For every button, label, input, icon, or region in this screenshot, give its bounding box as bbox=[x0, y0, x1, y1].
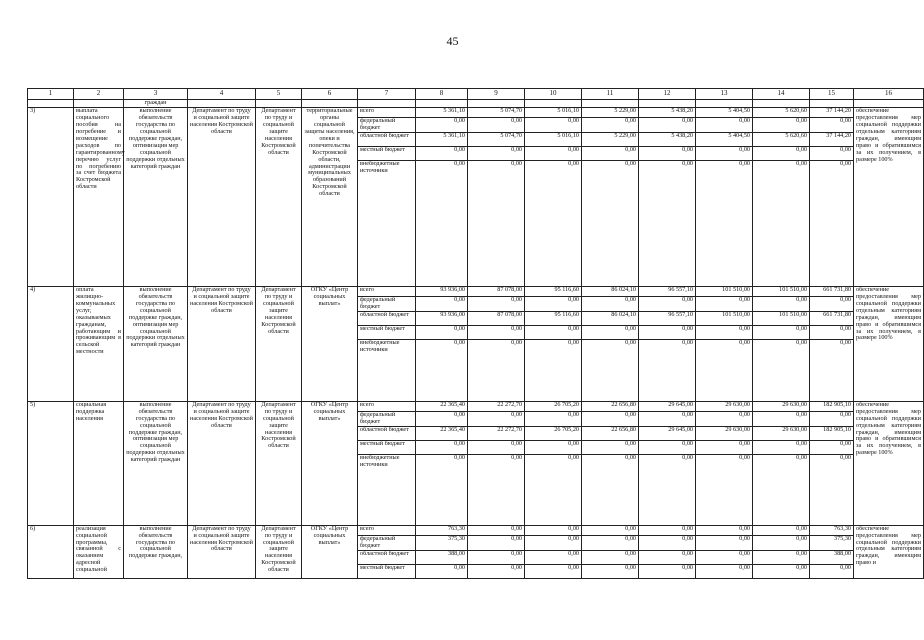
amount-cell: 0,00 bbox=[582, 339, 639, 401]
amount-cell: 0,00 bbox=[753, 535, 810, 550]
amount-cell: 0,00 bbox=[753, 440, 810, 454]
amount-cell: 0,00 bbox=[468, 550, 525, 564]
amount-cell: 0,00 bbox=[810, 325, 854, 339]
amount-cell: 0,00 bbox=[416, 325, 468, 339]
amount-cell: 0,00 bbox=[696, 325, 753, 339]
amount-cell: 87 078,00 bbox=[468, 311, 525, 325]
amount-cell: 93 936,00 bbox=[416, 286, 468, 296]
funding-source: федеральный бюджет bbox=[358, 535, 416, 550]
task-description: выполнение обязательств государства по социальной поддержке граждан, bbox=[124, 525, 188, 578]
amount-cell: 0,00 bbox=[582, 454, 639, 525]
amount-cell: 0,00 bbox=[639, 550, 696, 564]
amount-cell: 0,00 bbox=[810, 296, 854, 311]
amount-cell: 5 074,70 bbox=[468, 132, 525, 146]
funding-source: областной бюджет bbox=[358, 311, 416, 325]
column-header: 11 bbox=[582, 89, 639, 100]
amount-cell: 0,00 bbox=[416, 339, 468, 401]
table-row bbox=[28, 525, 924, 535]
amount-cell: 0,00 bbox=[416, 454, 468, 525]
amount-cell: 22 365,40 bbox=[416, 426, 468, 440]
amount-cell: 0,00 bbox=[753, 525, 810, 535]
amount-cell: 0,00 bbox=[468, 535, 525, 550]
amount-cell: 0,00 bbox=[696, 454, 753, 525]
amount-cell: 0,00 bbox=[468, 454, 525, 525]
item-number: 4) bbox=[28, 286, 74, 401]
funding-source: областной бюджет bbox=[358, 426, 416, 440]
amount-cell: 0,00 bbox=[525, 118, 582, 133]
co-executor: ОГКУ «Центр социальных выплат» bbox=[302, 286, 358, 401]
amount-cell: 5 620,60 bbox=[753, 108, 810, 118]
column-header: 8 bbox=[416, 89, 468, 100]
amount-cell: 0,00 bbox=[753, 325, 810, 339]
amount-cell: 0,00 bbox=[810, 411, 854, 426]
amount-cell: 0,00 bbox=[525, 535, 582, 550]
amount-cell: 0,00 bbox=[582, 525, 639, 535]
funding-source: федеральный бюджет bbox=[358, 118, 416, 133]
continuation-text: граждан bbox=[124, 100, 188, 108]
amount-cell: 0,00 bbox=[696, 411, 753, 426]
amount-cell: 0,00 bbox=[525, 440, 582, 454]
amount-cell: 0,00 bbox=[696, 339, 753, 401]
amount-cell: 0,00 bbox=[525, 550, 582, 564]
amount-cell: 101 510,00 bbox=[696, 286, 753, 296]
amount-cell: 0,00 bbox=[639, 325, 696, 339]
amount-cell: 0,00 bbox=[416, 146, 468, 160]
amount-cell: 5 229,00 bbox=[582, 108, 639, 118]
amount-cell: 0,00 bbox=[416, 564, 468, 578]
amount-cell: 661 731,80 bbox=[810, 311, 854, 325]
amount-cell: 0,00 bbox=[753, 118, 810, 133]
amount-cell: 37 144,20 bbox=[810, 132, 854, 146]
amount-cell: 0,00 bbox=[468, 325, 525, 339]
amount-cell: 0,00 bbox=[468, 296, 525, 311]
amount-cell: 0,00 bbox=[696, 564, 753, 578]
amount-cell: 5 404,50 bbox=[696, 132, 753, 146]
amount-cell: 0,00 bbox=[810, 118, 854, 133]
amount-cell: 0,00 bbox=[582, 550, 639, 564]
amount-cell: 95 116,60 bbox=[525, 286, 582, 296]
amount-cell: 0,00 bbox=[639, 411, 696, 426]
expected-result: обеспечение предоставления мер социальной поддержки отдельным категориям граждан, имеющим право и обратившимся за их получением, в размере 100% bbox=[854, 401, 924, 525]
amount-cell: 22 656,80 bbox=[582, 401, 639, 411]
expected-result: обеспечение предоставления мер социальной поддержки отдельным категориям граждан, имеющим право и обратившимся за их получением, в размере 100% bbox=[854, 286, 924, 401]
column-header: 6 bbox=[302, 89, 358, 100]
amount-cell: 0,00 bbox=[468, 146, 525, 160]
amount-cell: 0,00 bbox=[525, 146, 582, 160]
amount-cell: 388,00 bbox=[810, 550, 854, 564]
amount-cell: 29 630,00 bbox=[753, 426, 810, 440]
amount-cell: 0,00 bbox=[810, 454, 854, 525]
amount-cell: 0,00 bbox=[696, 146, 753, 160]
amount-cell: 0,00 bbox=[696, 160, 753, 286]
amount-cell: 661 731,80 bbox=[810, 286, 854, 296]
amount-cell: 0,00 bbox=[810, 146, 854, 160]
funding-source: всего bbox=[358, 108, 416, 118]
amount-cell: 0,00 bbox=[753, 454, 810, 525]
amount-cell: 22 365,40 bbox=[416, 401, 468, 411]
budget-table bbox=[27, 88, 924, 579]
responsible-ministry: Департамент по труду и социальной защите населения Костромской области bbox=[188, 525, 256, 578]
amount-cell: 0,00 bbox=[696, 550, 753, 564]
column-header: 10 bbox=[525, 89, 582, 100]
task-description: выполнение обязательств государства по социальной поддержке граждан, оптимизация мер социальной поддержки отдельных категорий граждан bbox=[124, 401, 188, 525]
funding-source: областной бюджет bbox=[358, 132, 416, 146]
amount-cell: 5 361,10 bbox=[416, 108, 468, 118]
amount-cell: 0,00 bbox=[525, 296, 582, 311]
amount-cell: 0,00 bbox=[582, 325, 639, 339]
amount-cell: 5 404,50 bbox=[696, 108, 753, 118]
amount-cell: 5 620,60 bbox=[753, 132, 810, 146]
amount-cell: 0,00 bbox=[416, 118, 468, 133]
measure-name: оплата жилищно-коммунальных услуг, оказываемых гражданам, работающим и проживающим в сельской местности bbox=[74, 286, 124, 401]
amount-cell: 87 078,00 bbox=[468, 286, 525, 296]
amount-cell: 0,00 bbox=[582, 564, 639, 578]
column-header: 15 bbox=[810, 89, 854, 100]
executor: Департамент по труду и социальной защите населения Костромской области bbox=[256, 401, 302, 525]
item-number: 3) bbox=[28, 108, 74, 287]
funding-source: областной бюджет bbox=[358, 550, 416, 564]
amount-cell: 5 016,10 bbox=[525, 132, 582, 146]
amount-cell: 5 229,00 bbox=[582, 132, 639, 146]
amount-cell: 0,00 bbox=[696, 525, 753, 535]
amount-cell: 22 656,80 bbox=[582, 426, 639, 440]
amount-cell: 0,00 bbox=[582, 118, 639, 133]
amount-cell: 26 705,20 bbox=[525, 426, 582, 440]
amount-cell: 0,00 bbox=[753, 146, 810, 160]
amount-cell: 0,00 bbox=[416, 411, 468, 426]
amount-cell: 763,30 bbox=[416, 525, 468, 535]
amount-cell: 0,00 bbox=[639, 118, 696, 133]
amount-cell: 0,00 bbox=[525, 160, 582, 286]
funding-source: местный бюджет bbox=[358, 146, 416, 160]
item-number: 6) bbox=[28, 525, 74, 578]
amount-cell: 5 074,70 bbox=[468, 108, 525, 118]
header-row bbox=[28, 89, 924, 100]
amount-cell: 0,00 bbox=[639, 146, 696, 160]
amount-cell: 182 905,10 bbox=[810, 426, 854, 440]
item-number: 5) bbox=[28, 401, 74, 525]
column-header: 4 bbox=[188, 89, 256, 100]
column-header: 13 bbox=[696, 89, 753, 100]
funding-source: внебюджетные источники bbox=[358, 160, 416, 286]
amount-cell: 0,00 bbox=[416, 160, 468, 286]
co-executor: ОГКУ «Центр социальных выплат» bbox=[302, 401, 358, 525]
amount-cell: 0,00 bbox=[525, 339, 582, 401]
amount-cell: 0,00 bbox=[753, 160, 810, 286]
funding-source: местный бюджет bbox=[358, 564, 416, 578]
measure-name: выплата социального пособия на погребение и возмещение расходов по гарантированному перечню услуг по погребению за счет бюджета Костромской области bbox=[74, 108, 124, 287]
amount-cell: 0,00 bbox=[639, 564, 696, 578]
column-header: 5 bbox=[256, 89, 302, 100]
amount-cell: 22 272,70 bbox=[468, 401, 525, 411]
amount-cell: 0,00 bbox=[525, 564, 582, 578]
amount-cell: 0,00 bbox=[753, 339, 810, 401]
amount-cell: 0,00 bbox=[696, 296, 753, 311]
amount-cell: 0,00 bbox=[468, 525, 525, 535]
amount-cell: 0,00 bbox=[582, 440, 639, 454]
amount-cell: 0,00 bbox=[416, 440, 468, 454]
amount-cell: 101 510,00 bbox=[753, 286, 810, 296]
amount-cell: 29 645,00 bbox=[639, 401, 696, 411]
amount-cell: 5 016,10 bbox=[525, 108, 582, 118]
expected-result: обеспечение предоставления мер социальной поддержки отдельным категориям граждан, имеющим право и bbox=[854, 525, 924, 578]
amount-cell: 0,00 bbox=[582, 160, 639, 286]
column-header: 16 bbox=[854, 89, 924, 100]
amount-cell: 0,00 bbox=[639, 339, 696, 401]
amount-cell: 5 438,20 bbox=[639, 132, 696, 146]
amount-cell: 0,00 bbox=[468, 118, 525, 133]
page-number: 45 bbox=[446, 34, 459, 48]
executor: Департамент по труду и социальной защите населения Костромской области bbox=[256, 525, 302, 578]
co-executor: ОГКУ «Центр социальных выплат» bbox=[302, 525, 358, 578]
responsible-ministry: Департамент по труду и социальной защите населения Костромской области bbox=[188, 108, 256, 287]
responsible-ministry: Департамент по труду и социальной защите населения Костромской области bbox=[188, 286, 256, 401]
amount-cell: 0,00 bbox=[468, 411, 525, 426]
amount-cell: 0,00 bbox=[810, 160, 854, 286]
amount-cell: 22 272,70 bbox=[468, 426, 525, 440]
amount-cell: 29 630,00 bbox=[696, 426, 753, 440]
amount-cell: 0,00 bbox=[639, 160, 696, 286]
amount-cell: 86 024,10 bbox=[582, 286, 639, 296]
amount-cell: 95 116,60 bbox=[525, 311, 582, 325]
amount-cell: 0,00 bbox=[582, 535, 639, 550]
amount-cell: 0,00 bbox=[639, 440, 696, 454]
task-description: выполнение обязательств государства по социальной поддержке граждан, оптимизация мер социальной поддержки отдельных категорий граждан bbox=[124, 286, 188, 401]
funding-source: внебюджетные источники bbox=[358, 339, 416, 401]
amount-cell: 0,00 bbox=[525, 411, 582, 426]
amount-cell: 0,00 bbox=[468, 160, 525, 286]
amount-cell: 0,00 bbox=[582, 296, 639, 311]
amount-cell: 5 361,10 bbox=[416, 132, 468, 146]
column-header: 9 bbox=[468, 89, 525, 100]
amount-cell: 0,00 bbox=[582, 411, 639, 426]
amount-cell: 26 705,20 bbox=[525, 401, 582, 411]
amount-cell: 86 024,10 bbox=[582, 311, 639, 325]
amount-cell: 0,00 bbox=[753, 411, 810, 426]
funding-source: всего bbox=[358, 525, 416, 535]
amount-cell: 0,00 bbox=[810, 440, 854, 454]
amount-cell: 101 510,00 bbox=[696, 311, 753, 325]
funding-source: всего bbox=[358, 401, 416, 411]
amount-cell: 0,00 bbox=[468, 440, 525, 454]
column-header: 12 bbox=[639, 89, 696, 100]
amount-cell: 0,00 bbox=[696, 118, 753, 133]
table-row bbox=[28, 108, 924, 118]
amount-cell: 0,00 bbox=[753, 550, 810, 564]
amount-cell: 388,00 bbox=[416, 550, 468, 564]
amount-cell: 0,00 bbox=[753, 296, 810, 311]
table-row bbox=[28, 286, 924, 296]
task-description: выполнение обязательств государства по социальной поддержке граждан, оптимизация мер социальной поддержки отдельных категорий граждан bbox=[124, 108, 188, 287]
amount-cell: 93 936,00 bbox=[416, 311, 468, 325]
amount-cell: 29 645,00 bbox=[639, 426, 696, 440]
amount-cell: 0,00 bbox=[639, 535, 696, 550]
expected-result: обеспечение предоставления мер социальной поддержки отдельным категориям граждан, имеющим право и обратившимся за их получением, в размере 100% bbox=[854, 108, 924, 287]
measure-name: социальная поддержка населения bbox=[74, 401, 124, 525]
amount-cell: 96 557,10 bbox=[639, 311, 696, 325]
funding-source: федеральный бюджет bbox=[358, 296, 416, 311]
amount-cell: 0,00 bbox=[468, 564, 525, 578]
funding-source: федеральный бюджет bbox=[358, 411, 416, 426]
funding-source: всего bbox=[358, 286, 416, 296]
funding-source: местный бюджет bbox=[358, 440, 416, 454]
amount-cell: 0,00 bbox=[639, 525, 696, 535]
amount-cell: 0,00 bbox=[525, 325, 582, 339]
amount-cell: 0,00 bbox=[468, 339, 525, 401]
amount-cell: 0,00 bbox=[525, 454, 582, 525]
column-header: 1 bbox=[28, 89, 74, 100]
amount-cell: 0,00 bbox=[416, 296, 468, 311]
column-header: 3 bbox=[124, 89, 188, 100]
table-row bbox=[28, 401, 924, 411]
amount-cell: 0,00 bbox=[525, 525, 582, 535]
funding-source: местный бюджет bbox=[358, 325, 416, 339]
measure-name: реализация социальной программы, связанной с оказанием адресной социальной bbox=[74, 525, 124, 578]
amount-cell: 375,30 bbox=[416, 535, 468, 550]
amount-cell: 0,00 bbox=[639, 296, 696, 311]
column-header: 7 bbox=[358, 89, 416, 100]
amount-cell: 0,00 bbox=[810, 564, 854, 578]
amount-cell: 29 630,00 bbox=[753, 401, 810, 411]
column-header: 2 bbox=[74, 89, 124, 100]
amount-cell: 182 905,10 bbox=[810, 401, 854, 411]
amount-cell: 37 144,20 bbox=[810, 108, 854, 118]
executor: Департамент по труду и социальной защите населения Костромской области bbox=[256, 108, 302, 287]
amount-cell: 0,00 bbox=[696, 535, 753, 550]
funding-source: внебюджетные источники bbox=[358, 454, 416, 525]
amount-cell: 0,00 bbox=[810, 339, 854, 401]
amount-cell: 96 557,10 bbox=[639, 286, 696, 296]
responsible-ministry: Департамент по труду и социальной защите населения Костромской области bbox=[188, 401, 256, 525]
column-header: 14 bbox=[753, 89, 810, 100]
amount-cell: 0,00 bbox=[753, 564, 810, 578]
executor: Департамент по труду и социальной защите населения Костромской области bbox=[256, 286, 302, 401]
co-executor: территориальные органы социальной защиты населения, опеки и попечительства Костромской области, администрации муниципальных образований Костромской области bbox=[302, 108, 358, 287]
amount-cell: 0,00 bbox=[696, 440, 753, 454]
amount-cell: 0,00 bbox=[582, 146, 639, 160]
amount-cell: 29 630,00 bbox=[696, 401, 753, 411]
amount-cell: 5 438,20 bbox=[639, 108, 696, 118]
amount-cell: 101 510,00 bbox=[753, 311, 810, 325]
amount-cell: 0,00 bbox=[639, 454, 696, 525]
amount-cell: 763,30 bbox=[810, 525, 854, 535]
amount-cell: 375,30 bbox=[810, 535, 854, 550]
